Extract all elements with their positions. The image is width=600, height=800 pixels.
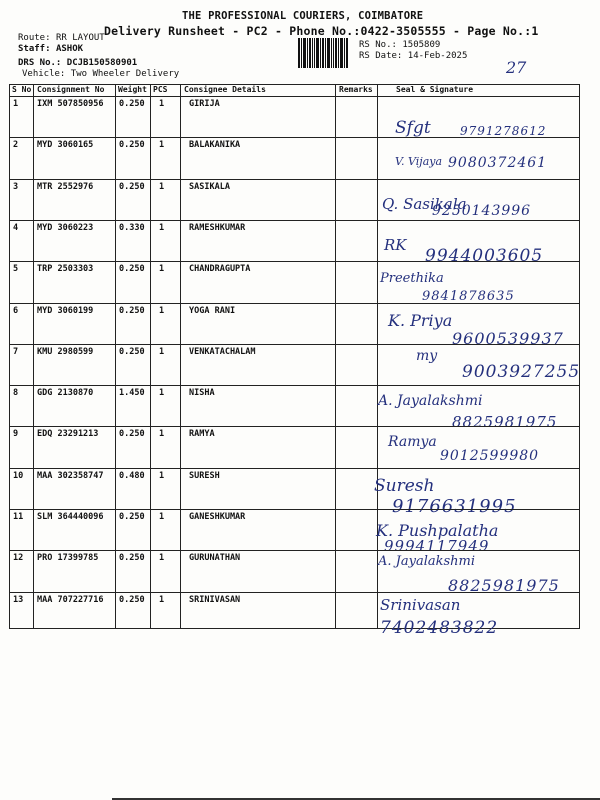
rs-no-label: RS No.: [359,40,397,50]
barcode [298,38,354,68]
cell-pcs: 1 [159,512,165,522]
cell-pcs: 1 [159,346,165,357]
handwritten-phone: 9791278612 [460,124,547,138]
row-divider [9,509,580,510]
cell-consignee: VENKATACHALAM [189,346,256,357]
cell-sno: 5 [13,264,19,275]
cell-consignee: CHANDRAGUPTA [189,264,251,275]
cell-pcs: 1 [159,553,165,564]
rs-no-value: 1505809 [402,40,441,50]
handwritten-signature: Suresh [374,475,435,496]
handwritten-phone: 9012599980 [440,448,540,465]
cell-pcs: 1 [159,594,165,605]
cell-consignee: SURESH [189,470,220,481]
header-weight: Weight [118,85,147,94]
cell-sno: 13 [13,594,24,605]
cell-consignee: BALAKANIKA [189,140,241,151]
handwritten-phone: 8825981975 [448,576,560,596]
handwritten-phone: 9841878635 [422,289,515,305]
cell-pcs: 1 [159,264,165,275]
cell-consignment-no: MYD 3060199 [37,305,94,316]
rs-no-line [359,40,440,50]
cell-sno: 8 [13,388,19,399]
staff-line [18,44,83,54]
cell-consignment-no: GDG 2130870 [37,388,94,399]
handwritten-signature: A. Jayalakshmi [378,393,483,410]
row-divider [9,137,580,138]
cell-weight: 0.250 [119,553,145,564]
cell-sno: 7 [13,346,19,357]
cell-consignment-no: EDQ 23291213 [37,429,99,440]
cell-weight: 0.250 [119,512,145,522]
cell-consignment-no: MYD 3060165 [37,140,94,151]
cell-sno: 2 [13,140,19,151]
company-title: THE PROFESSIONAL COURIERS, COIMBATORE [182,10,424,22]
staff-value: ASHOK [55,44,84,54]
vehicle-label: Vehicle: [22,69,66,79]
handwritten-phone: 8825981975 [452,413,558,432]
header-pcs: PCS [153,85,168,94]
cell-weight: 0.250 [119,594,145,605]
cell-consignee: SASIKALA [189,181,230,192]
handwritten-phone: 9944003605 [425,245,544,266]
cell-weight: 0.250 [119,99,145,109]
cell-consignment-no: MYD 3060223 [37,222,94,233]
staff-label: Staff: [18,44,51,54]
cell-consignment-no: MTR 2552976 [37,181,94,192]
handwritten-signature: my [416,347,438,364]
cell-consignee: GANESHKUMAR [189,512,246,522]
cell-pcs: 1 [159,181,165,192]
handwritten-phone: 9176631995 [392,495,517,517]
route-label: Route: [18,33,51,43]
handwritten-signature: A. Jayalakshmi [378,554,476,570]
handwritten-signature: Preethika [380,271,444,287]
header-consignee-details: Consignee Details [184,85,266,94]
handwritten-signature: K. Pushpalatha [376,521,499,540]
cell-consignment-no: MAA 707227716 [37,594,104,605]
handwritten-signature: Q. Sasikala [382,194,467,213]
cell-consignee: YOGA RANI [189,305,236,316]
header-sno: S No [12,85,32,94]
cell-consignee: RAMYA [189,429,215,440]
cell-sno: 1 [13,99,19,109]
row-divider [9,426,580,427]
cell-consignee: SRINIVASAN [189,594,241,605]
cell-pcs: 1 [159,470,165,481]
drs-line [18,58,137,68]
cell-weight: 0.250 [119,305,145,316]
cell-sno: 6 [13,305,19,316]
row-divider [9,220,580,221]
handwritten-phone: 9080372461 [448,155,548,172]
header-consignment-no: Consignment No [37,85,105,94]
cell-pcs: 1 [159,305,165,316]
rs-date-label: RS Date: [359,51,403,61]
cell-consignment-no: MAA 302358747 [37,470,104,481]
cell-weight: 0.250 [119,181,145,192]
cell-consignee: GURUNATHAN [189,553,241,564]
cell-sno: 3 [13,181,19,192]
handwritten-signature: Ramya [388,434,437,451]
cell-weight: 0.250 [119,429,145,440]
corner-handwritten-mark: 27 [506,58,527,77]
cell-consignment-no: KMU 2980599 [37,346,94,357]
cell-pcs: 1 [159,99,165,109]
cell-consignment-no: SLM 364440096 [37,512,104,522]
handwritten-phone: 9003927255 [462,361,581,382]
runsheet-table [9,84,581,638]
cell-weight: 0.250 [119,140,145,151]
handwritten-phone: 9250143996 [432,202,532,219]
cell-sno: 10 [13,470,24,481]
row-divider [9,592,580,593]
cell-consignee: RAMESHKUMAR [189,222,246,233]
cell-consignment-no: TRP 2503303 [37,264,94,275]
header-seal-signature: Seal & Signature [396,85,474,94]
cell-consignment-no: IXM 507850956 [37,99,104,109]
cell-weight: 0.250 [119,346,145,357]
handwritten-signature: Sfgt [395,118,431,138]
cell-pcs: 1 [159,222,165,233]
cell-sno: 9 [13,429,19,440]
drs-value: DCJB150580901 [66,58,138,68]
handwritten-signature: K. Priya [388,310,453,330]
row-divider [9,303,580,304]
handwritten-phone: 9994117949 [384,537,490,555]
cell-pcs: 1 [159,388,165,399]
row-divider [9,179,580,180]
runsheet-title: Delivery Runsheet - PC2 - Phone No.:0422-3505555 - Page No.:1 [104,24,539,38]
cell-consignment-no: PRO 17399785 [37,553,99,564]
drs-label: DRS No.: [18,58,62,68]
cell-weight: 0.480 [119,470,145,481]
cell-weight: 0.250 [119,264,145,275]
handwritten-signature: V. Vijaya [395,155,443,169]
row-divider [9,385,580,386]
cell-sno: 4 [13,222,19,233]
row-divider [9,344,580,345]
cell-pcs: 1 [159,140,165,151]
route-line [18,33,105,43]
cell-weight: 0.330 [119,222,145,233]
cell-pcs: 1 [159,429,165,440]
vehicle-value: Two Wheeler Delivery [70,69,180,79]
row-divider [9,468,580,469]
cell-sno: 12 [13,553,24,564]
handwritten-phone: 9600539937 [452,328,564,348]
row-divider [9,550,580,551]
handwritten-signature: Srinivasan [380,595,461,614]
cell-weight: 1.450 [119,388,145,399]
handwritten-phone: 7402483822 [380,617,499,638]
cell-consignee: NISHA [189,388,215,399]
handwritten-signature: RK [384,235,407,254]
cell-consignee: GIRIJA [189,99,220,109]
vehicle-line [22,69,179,79]
row-divider [9,261,580,262]
cell-sno: 11 [13,512,24,522]
rs-date-value: 14-Feb-2025 [407,51,468,61]
rs-date-line [359,51,467,61]
header-remarks: Remarks [339,85,373,94]
route-value: RR LAYOUT [55,33,105,43]
